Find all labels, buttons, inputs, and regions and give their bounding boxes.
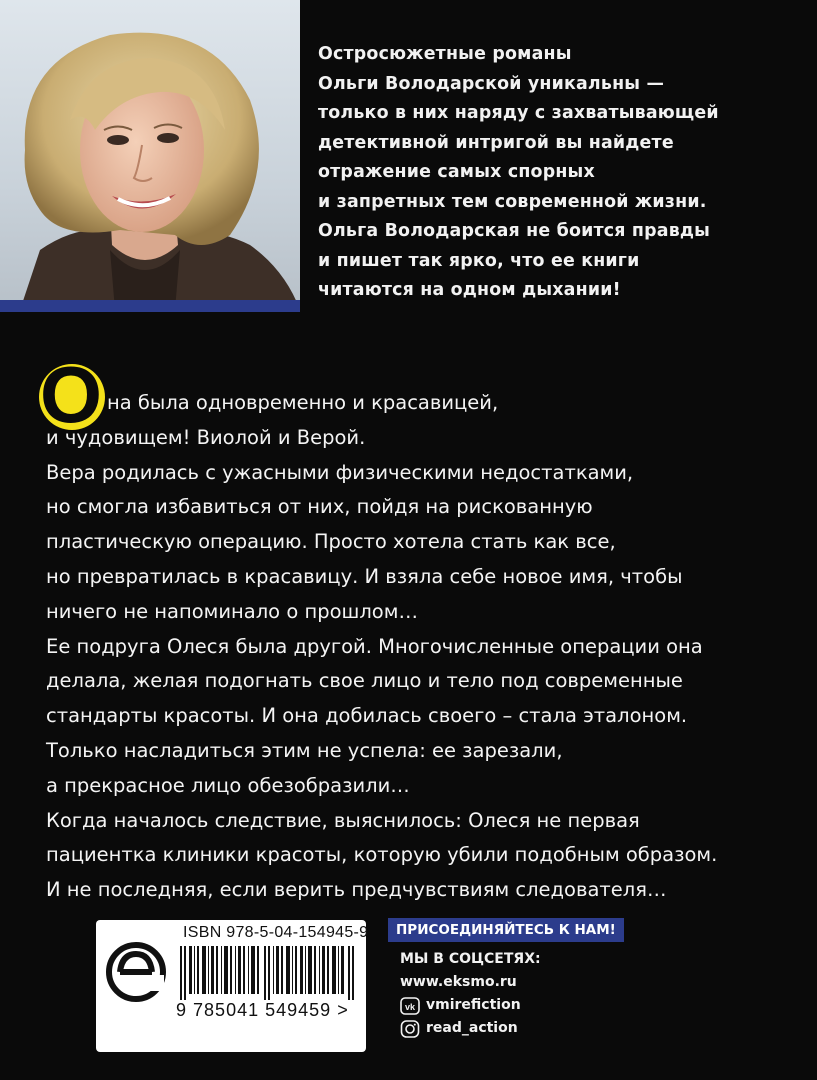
author-photo <box>0 0 300 310</box>
blurb-line: детективной интригой вы найдете <box>318 132 674 153</box>
blurb-line: отражение самых спорных <box>318 162 595 182</box>
barcode-digits <box>176 1000 349 1021</box>
blurb-line: Ольги Володарской уникальны — <box>318 73 665 94</box>
blurb-line: и запретных тем современной жизни. <box>318 191 707 212</box>
drop-cap-letter: О <box>39 350 103 439</box>
annotation-line: Ее подруга Олеся была другой. Многочисленные операции она <box>46 634 703 658</box>
annotation-line: но превратилась в красавицу. И взяла себе новое имя, чтобы <box>46 564 683 588</box>
annotation-line: И не последняя, если верить предчувствиям следователя… <box>46 878 667 902</box>
site-link[interactable]: www.eksmo.ru <box>400 974 517 990</box>
annotation-line: но смогла избавиться от них, пойдя на рискованную <box>46 495 593 519</box>
author-portrait-illustration <box>0 0 300 310</box>
barcode-icon <box>180 946 360 1000</box>
annotation-line: а прекрасное лицо обезобразили… <box>46 773 410 797</box>
isbn-label: ISBN 978-5-04-154945-9 <box>183 924 369 941</box>
instagram-link[interactable] <box>400 1017 541 1040</box>
join-us-badge: ПРИСОЕДИНЯЙТЕСЬ К НАМ! <box>388 918 624 942</box>
blurb-line: Остросюжетные романы <box>318 44 572 64</box>
annotation-line: Когда началось следствие, выяснилось: Олеся не первая <box>46 808 640 832</box>
instagram-icon <box>400 1020 420 1038</box>
blurb-line: читаются на одном дыхании! <box>318 280 621 300</box>
annotation-line: Вера родилась с ужасными физическими недостатками, <box>46 460 634 484</box>
photo-accent-bar <box>0 300 300 312</box>
instagram-handle: read_action <box>426 1020 518 1036</box>
publisher-logo-icon <box>106 942 166 1002</box>
annotation-line: на была одновременно и красавицей, <box>107 391 499 414</box>
vk-link[interactable] <box>400 994 541 1017</box>
author-blurb <box>318 40 798 306</box>
blurb-line: и пишет так ярко, что ее книги <box>318 250 640 271</box>
vk-icon <box>400 997 420 1015</box>
annotation-line: пациентка клиники красоты, которую убили подобным образом. <box>46 843 718 867</box>
annotation-line: ничего не напоминало о прошлом… <box>46 599 418 623</box>
blurb-line: Ольга Володарская не боится правды <box>318 221 711 241</box>
blurb-line: только в них наряду с захватывающей <box>318 103 719 123</box>
annotation-line: стандарты красоты. И она добилась своего – стала эталоном. <box>46 704 688 728</box>
barcode-digit-main: 785041 549459 <box>193 1000 332 1020</box>
book-annotation <box>46 386 806 908</box>
annotation-line: пластическую операцию. Просто хотела стать как все, <box>46 530 616 554</box>
annotation-line: Только насладиться этим не успела: ее зарезали, <box>46 738 563 762</box>
annotation-line: делала, желая подогнать свое лицо и тело под современные <box>46 669 683 693</box>
annotation-line: и чудовищем! Виолой и Верой. <box>46 425 366 449</box>
social-heading: МЫ В СОЦСЕТЯХ: <box>400 951 541 967</box>
barcode-digit-first: 9 <box>176 1000 188 1020</box>
social-links <box>400 948 541 1040</box>
svg-text:vk: vk <box>404 1001 416 1012</box>
barcode-digit-end: > <box>337 1000 349 1020</box>
vk-handle: vmirefiction <box>426 997 521 1013</box>
